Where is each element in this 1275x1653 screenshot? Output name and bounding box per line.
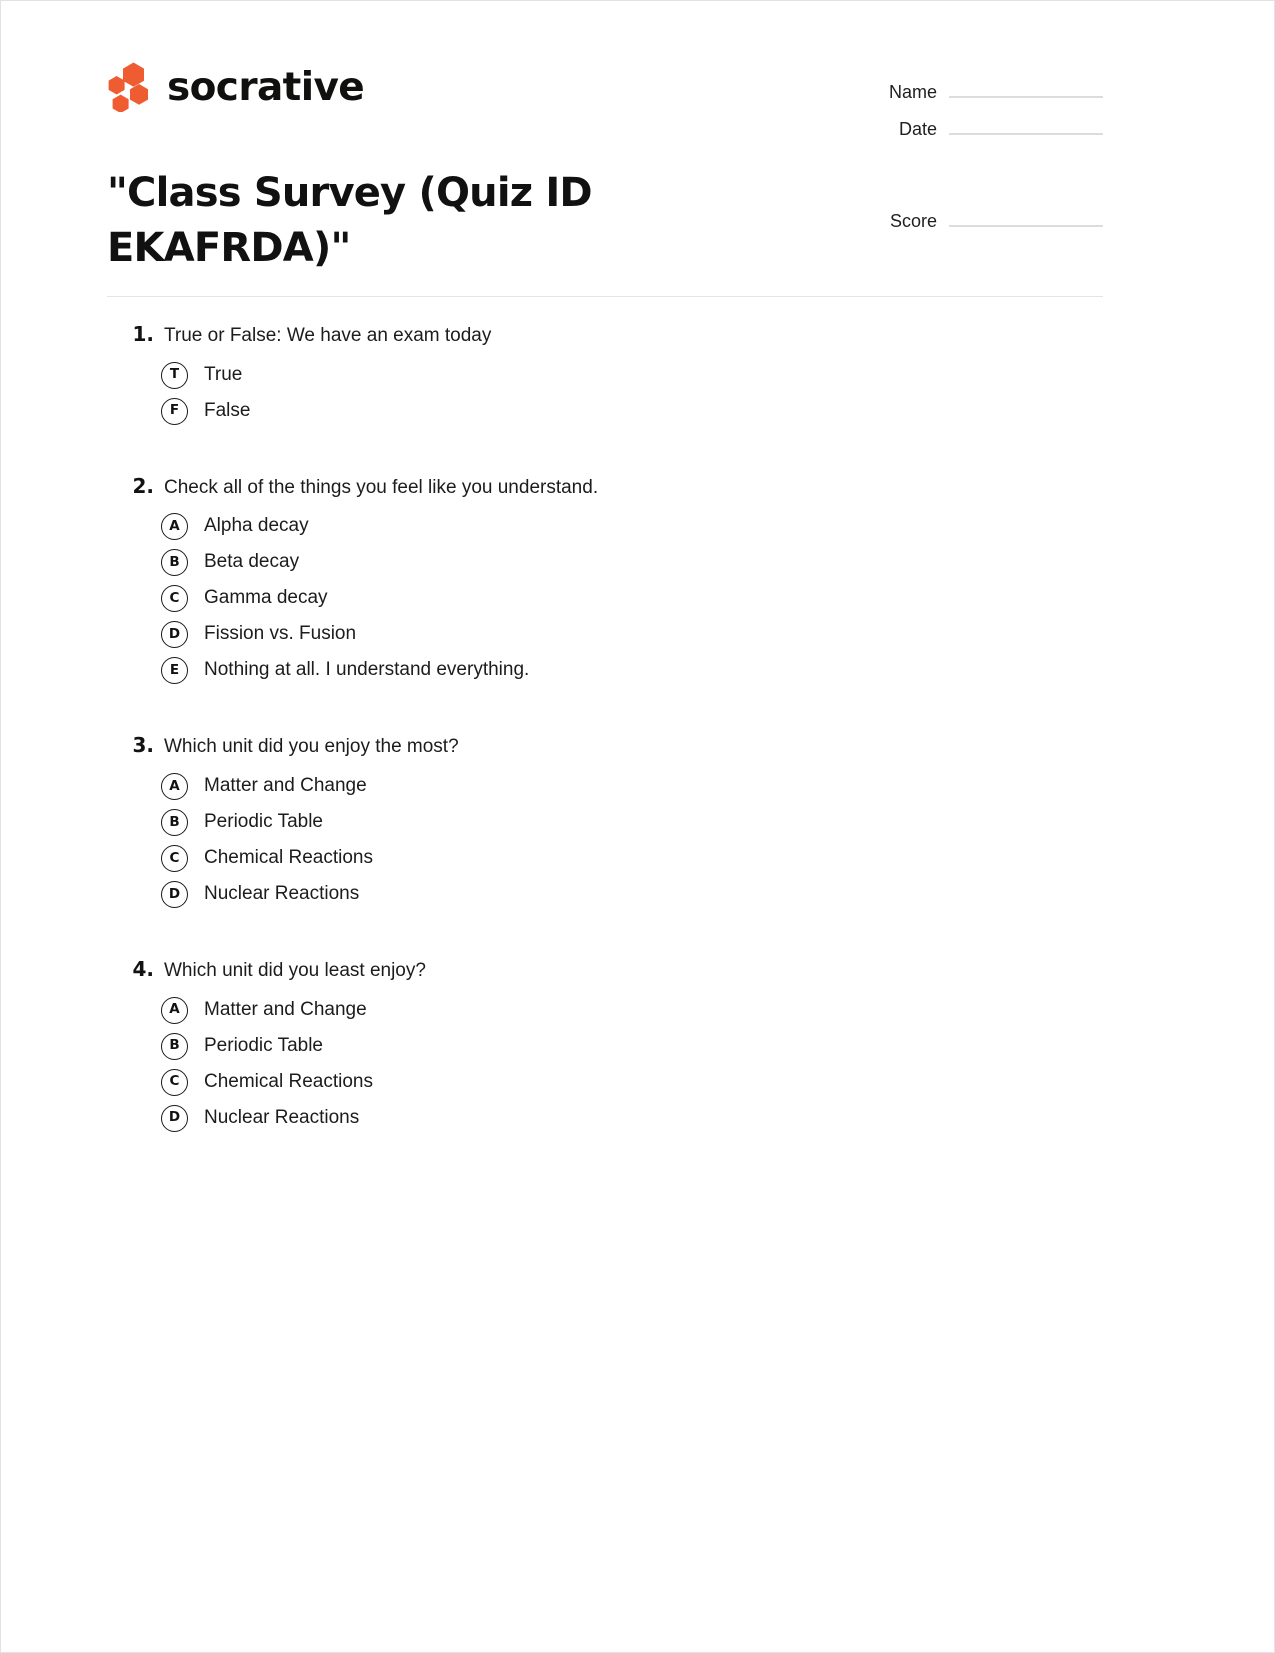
score-label: Score <box>889 211 937 231</box>
answer-label: Beta decay <box>204 551 300 573</box>
answer-label: Nuclear Reactions <box>204 883 360 905</box>
answer-bubble[interactable]: F <box>161 398 188 425</box>
question-number: 1. <box>132 322 154 346</box>
answer-label: Chemical Reactions <box>204 847 373 869</box>
answer-bubble[interactable]: D <box>161 1105 188 1132</box>
question-header <box>107 322 1103 349</box>
answer-option[interactable] <box>107 585 1103 612</box>
answer-option[interactable] <box>107 398 1103 425</box>
answer-label: True <box>204 363 243 385</box>
question-header <box>107 957 1103 984</box>
answer-bubble[interactable]: B <box>161 1033 188 1060</box>
question-block <box>107 957 1103 1132</box>
answer-label: Matter and Change <box>204 998 367 1020</box>
answer-option[interactable] <box>107 1105 1103 1132</box>
question-list <box>107 322 1103 1132</box>
answer-label: Matter and Change <box>204 775 367 797</box>
name-row <box>871 74 1103 103</box>
question-number: 4. <box>132 956 154 981</box>
answer-bubble[interactable]: C <box>161 845 188 872</box>
answer-label: False <box>204 399 251 421</box>
socrative-hexagon-logo-icon <box>107 62 153 112</box>
answer-bubble[interactable]: C <box>161 585 188 612</box>
answer-bubble[interactable]: B <box>161 809 188 836</box>
answer-label: Periodic Table <box>204 811 324 833</box>
answer-bubble[interactable]: D <box>161 881 188 908</box>
date-input-line[interactable] <box>949 111 1103 135</box>
question-number: 3. <box>132 733 154 758</box>
answer-option[interactable] <box>107 881 1103 908</box>
document-header <box>107 62 1103 292</box>
answer-label: Chemical Reactions <box>204 1070 373 1092</box>
date-row <box>871 111 1103 140</box>
header-divider <box>107 296 1103 297</box>
question-block <box>107 322 1103 425</box>
question-header <box>107 733 1103 760</box>
question-text: Check all of the things you feel like you understand. <box>164 476 599 498</box>
brand-name: socrative <box>167 64 365 110</box>
question-header <box>107 474 1103 501</box>
answer-label: Periodic Table <box>204 1034 324 1056</box>
answer-option[interactable] <box>107 809 1103 836</box>
answer-bubble[interactable]: A <box>161 513 188 540</box>
answer-option[interactable] <box>107 362 1103 389</box>
answer-bubble[interactable]: C <box>161 1069 188 1096</box>
answer-label: Alpha decay <box>204 515 309 537</box>
brand-lockup <box>107 62 364 112</box>
answer-bubble[interactable]: A <box>161 997 188 1024</box>
answer-label: Nuclear Reactions <box>204 1106 360 1128</box>
date-label: Date <box>898 119 937 139</box>
answer-option[interactable] <box>107 1033 1103 1060</box>
answer-bubble[interactable]: D <box>161 621 188 648</box>
score-row <box>871 203 1103 232</box>
answer-option[interactable] <box>107 1069 1103 1096</box>
question-number: 2. <box>132 473 154 498</box>
answer-option[interactable] <box>107 621 1103 648</box>
score-input-line[interactable] <box>949 203 1103 227</box>
answer-option[interactable] <box>107 657 1103 684</box>
answer-label: Nothing at all. I understand everything. <box>204 659 530 681</box>
answer-bubble[interactable]: B <box>161 549 188 576</box>
answer-bubble[interactable]: T <box>161 362 188 389</box>
answer-option[interactable] <box>107 773 1103 800</box>
answer-option[interactable] <box>107 513 1103 540</box>
answer-label: Fission vs. Fusion <box>204 623 357 645</box>
answer-bubble[interactable]: A <box>161 773 188 800</box>
answer-bubble[interactable]: E <box>161 657 188 684</box>
page-title: "Class Survey (Quiz ID EKAFRDA)" <box>107 169 592 271</box>
name-label: Name <box>888 82 937 102</box>
answer-option[interactable] <box>107 845 1103 872</box>
answer-label: Gamma decay <box>204 587 328 609</box>
question-block <box>107 474 1103 685</box>
question-text: True or False: We have an exam today <box>164 325 492 346</box>
student-meta-block <box>871 74 1103 240</box>
answer-option[interactable] <box>107 997 1103 1024</box>
question-text: Which unit did you least enjoy? <box>164 959 426 981</box>
question-text: Which unit did you enjoy the most? <box>164 736 459 758</box>
answer-option[interactable] <box>107 549 1103 576</box>
name-input-line[interactable] <box>949 74 1103 98</box>
question-block <box>107 733 1103 908</box>
